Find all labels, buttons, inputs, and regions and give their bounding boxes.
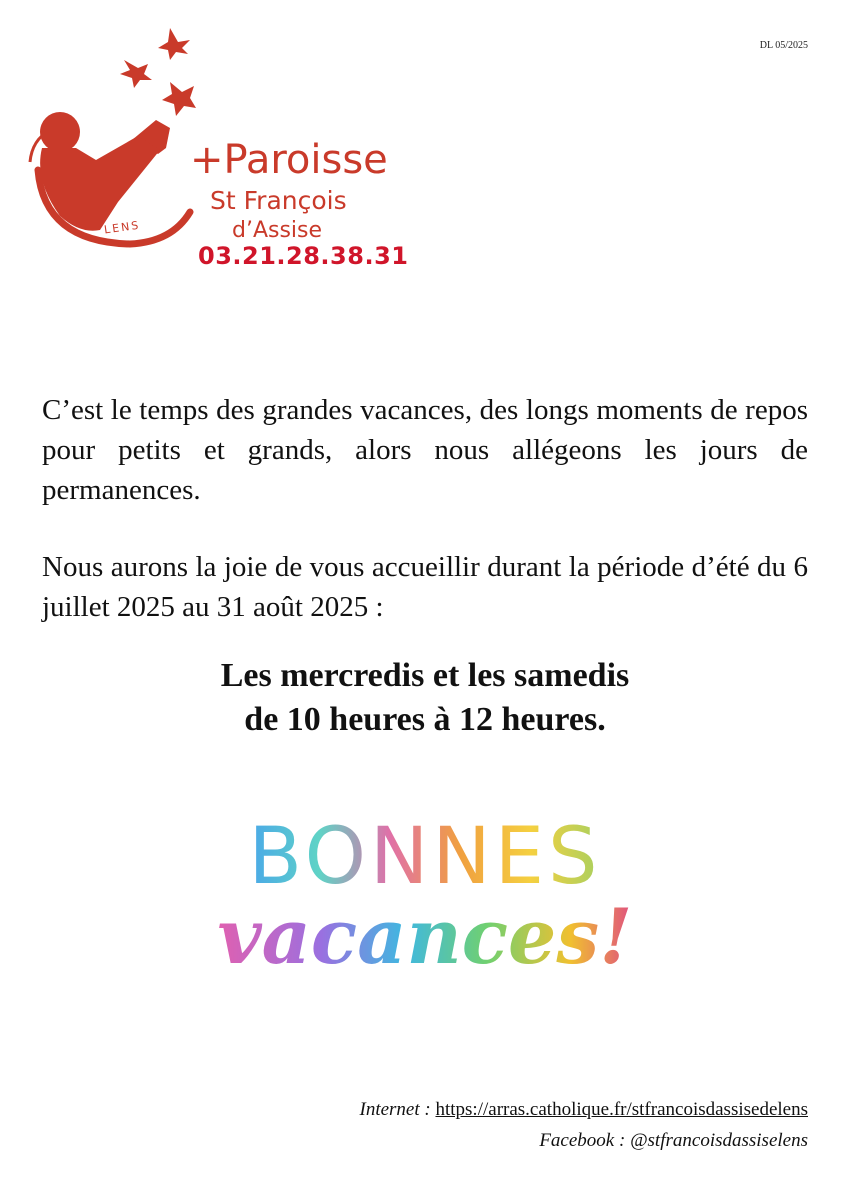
vacances-text: vacances! (217, 892, 633, 981)
opening-times: de 10 heures à 12 heures. (244, 701, 606, 738)
facebook-label: Facebook : (539, 1130, 626, 1151)
summer-period-paragraph: Nous aurons la joie de vous accueillir durant la période d’été du 6 juillet 2025 au 31 août 2025 : (42, 551, 808, 623)
facebook-handle: @stfrancoisdassiselens (630, 1130, 808, 1151)
footer-internet (360, 1099, 809, 1121)
logo-title-paroisse: +Paroisse (190, 137, 388, 183)
logo-title-st-francois: St François (210, 186, 347, 215)
opening-days: Les mercredis et les samedis (220, 657, 630, 694)
logo-city-label: LENS (103, 218, 142, 237)
document-reference: DL 05/2025 (759, 40, 808, 51)
parish-logo (20, 20, 409, 270)
internet-label: Internet : (359, 1099, 431, 1120)
bonnes-vacances-illustration (180, 805, 670, 990)
parish-phone-number: 03.21.28.38.31 (198, 242, 409, 270)
intro-paragraph: C’est le temps des grandes vacances, des longs moments de repos pour petits et grands, alors nous allégeons les jours de permanences. (42, 394, 808, 506)
logo-title-dassise: d’Assise (232, 218, 323, 243)
parish-website-link[interactable]: https://arras.catholique.fr/stfrancoisdassisedelens (435, 1099, 808, 1120)
bonnes-text: BONNES (248, 812, 602, 902)
opening-hours (42, 654, 808, 742)
footer-facebook (539, 1130, 808, 1152)
